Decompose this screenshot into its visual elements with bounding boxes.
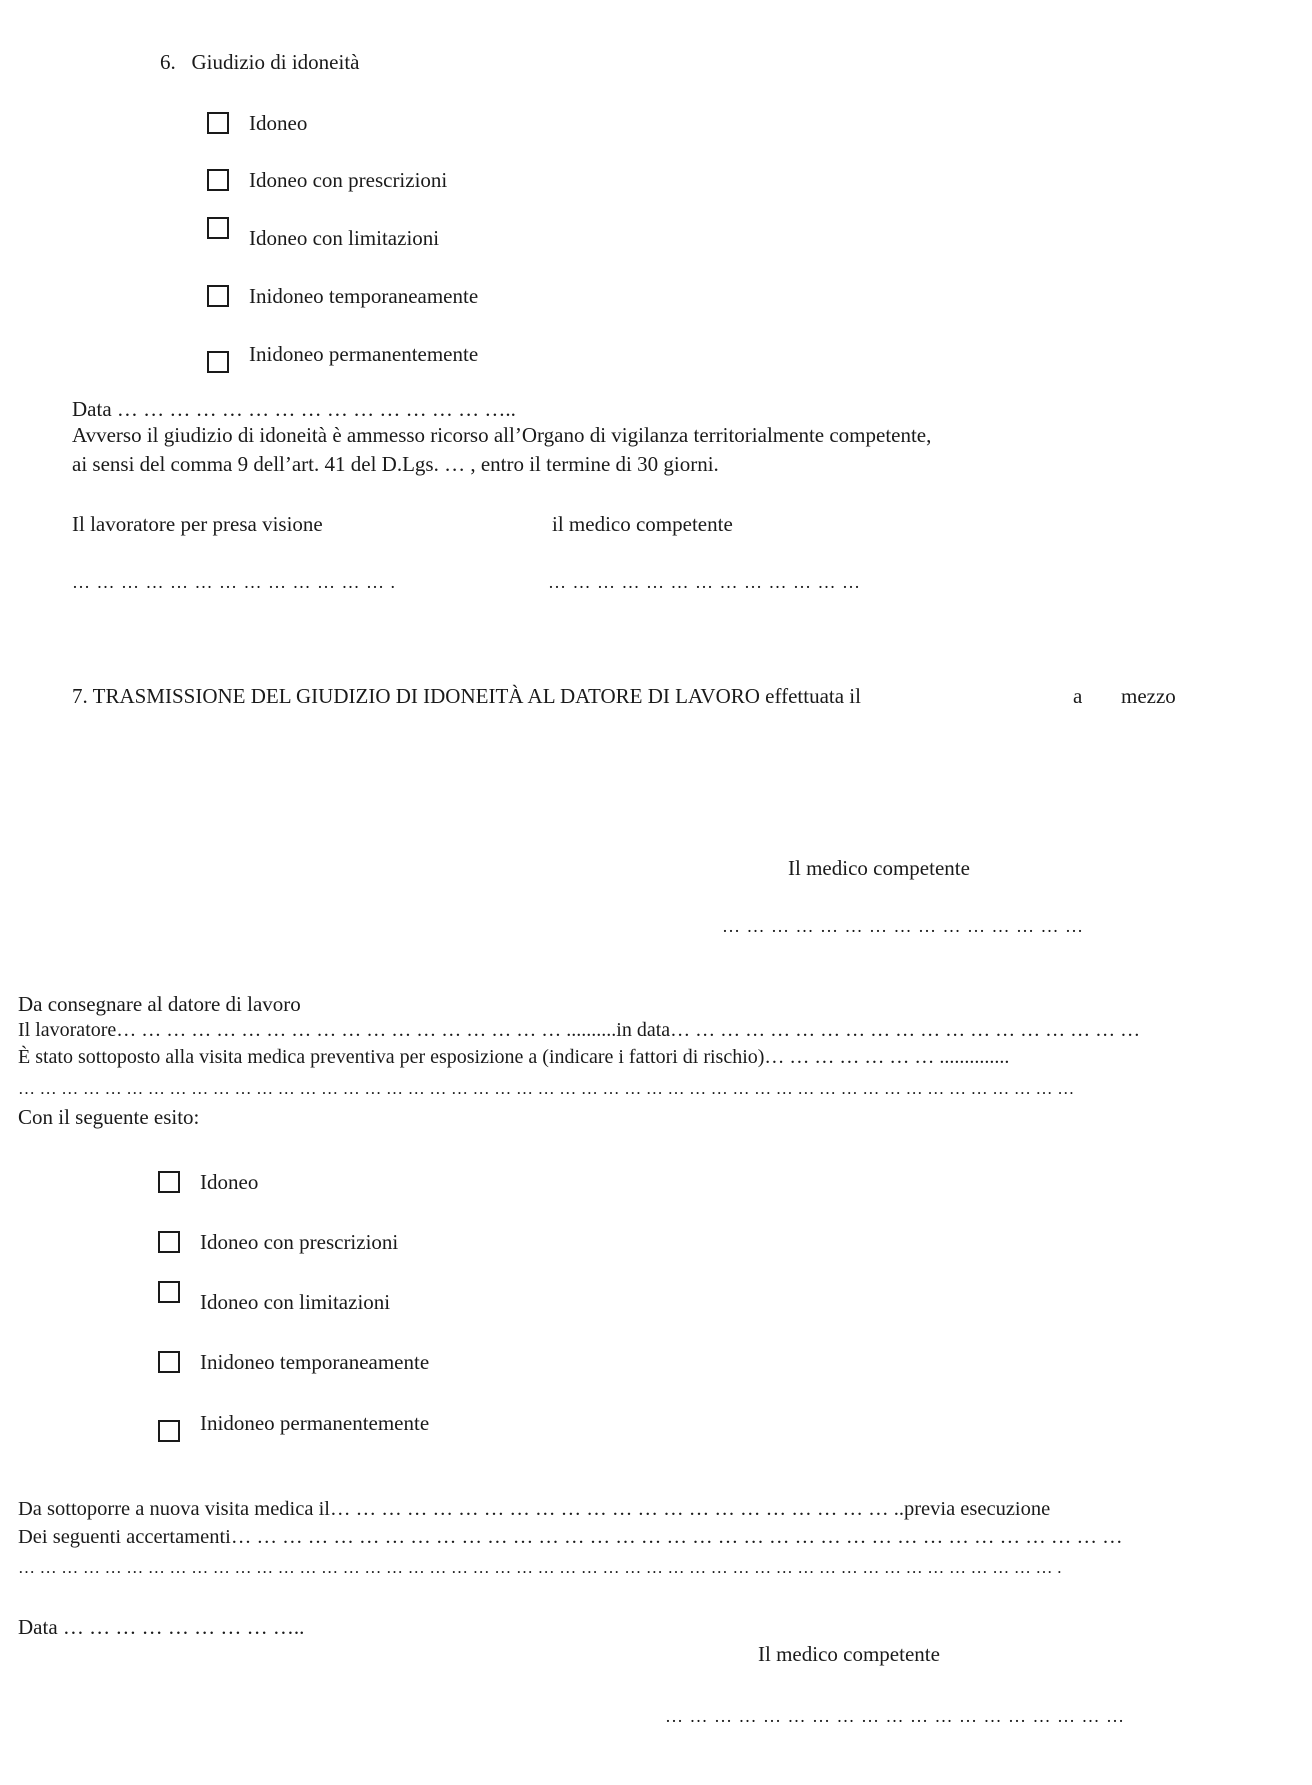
emp-option-limitazioni[interactable] bbox=[158, 1289, 390, 1315]
s6-data-line: Data … … … … … … … … … … … … … … ….. bbox=[72, 397, 516, 421]
section7-word-a: a bbox=[1073, 684, 1083, 708]
s6-doctor-signature-line[interactable]: … … … … … … … … … … … … … bbox=[548, 572, 861, 592]
emp-option-inidoneo-perm[interactable] bbox=[158, 1410, 429, 1436]
emp-label-limitazioni: Idoneo con limitazioni bbox=[200, 1290, 391, 1314]
emp-checkbox-inidoneo-temp[interactable] bbox=[158, 1351, 180, 1373]
s6-label-idoneo: Idoneo bbox=[249, 111, 308, 135]
s6-worker-signature-line[interactable]: … … … … … … … … … … … … … . bbox=[72, 572, 396, 592]
employer-tests-dots: … … … … … … … … … … … … … … … … … … … … … … … … … … … … … … … … … … … … … … … … … … … … … … … … . bbox=[18, 1558, 1062, 1577]
s6-option-inidoneo-temp[interactable] bbox=[207, 283, 478, 309]
emp-label-inidoneo-perm: Inidoneo permanentemente bbox=[200, 1411, 430, 1435]
employer-line-deliver: Da consegnare al datore di lavoro bbox=[18, 992, 301, 1016]
employer-line-worker: Il lavoratore… … … … … … … … … … … … … … … … … … ..........in data… … … … … … … … … … … … … … … … … … … bbox=[18, 1019, 1141, 1041]
emp-checkbox-idoneo[interactable] bbox=[158, 1171, 180, 1193]
employer-next-visit: Da sottoporre a nuova visita medica il… … … … … … … … … … … … … … … … … … … … … … ..previa esecuzione bbox=[18, 1498, 1051, 1520]
s7-doctor-signature-line[interactable]: … … … … … … … … … … … … … … … bbox=[722, 916, 1084, 936]
s6-label-prescrizioni: Idoneo con prescrizioni bbox=[249, 168, 448, 192]
employer-tests: Dei seguenti accertamenti… … … … … … … … … … … … … … … … … … … … … … … … … … … … … … … … … … … bbox=[18, 1526, 1123, 1548]
s6-worker-label: Il lavoratore per presa visione bbox=[72, 512, 323, 536]
s6-label-inidoneo-temp: Inidoneo temporaneamente bbox=[249, 284, 479, 308]
s6-option-limitazioni[interactable] bbox=[207, 225, 439, 251]
employer-line-outcome: Con il seguente esito: bbox=[18, 1105, 200, 1129]
employer-doctor-signature-line[interactable]: … … … … … … … … … … … … … … … … … … … bbox=[665, 1706, 1125, 1726]
s6-checkbox-inidoneo-perm[interactable] bbox=[207, 351, 229, 373]
emp-label-prescrizioni: Idoneo con prescrizioni bbox=[200, 1230, 399, 1254]
emp-option-prescrizioni[interactable] bbox=[158, 1229, 398, 1255]
emp-checkbox-inidoneo-perm[interactable] bbox=[158, 1420, 180, 1442]
emp-option-inidoneo-temp[interactable] bbox=[158, 1349, 429, 1375]
s6-label-limitazioni: Idoneo con limitazioni bbox=[249, 226, 440, 250]
section7-title: 7. TRASMISSIONE DEL GIUDIZIO DI IDONEITÀ AL DATORE DI LAVORO effettuata il bbox=[72, 684, 861, 708]
emp-checkbox-prescrizioni[interactable] bbox=[158, 1231, 180, 1253]
employer-doctor-label: Il medico competente bbox=[758, 1642, 940, 1666]
emp-option-idoneo[interactable] bbox=[158, 1169, 258, 1195]
s6-checkbox-inidoneo-temp[interactable] bbox=[207, 285, 229, 307]
s6-appeal-line1: Avverso il giudizio di idoneità è ammesso ricorso all’Organo di vigilanza territorialmente competente, bbox=[72, 423, 932, 447]
emp-label-inidoneo-temp: Inidoneo temporaneamente bbox=[200, 1350, 430, 1374]
emp-checkbox-limitazioni[interactable] bbox=[158, 1281, 180, 1303]
s6-option-prescrizioni[interactable] bbox=[207, 167, 447, 193]
section7-word-mezzo: mezzo bbox=[1121, 684, 1176, 708]
section6-title: 6. Giudizio di idoneità bbox=[160, 50, 360, 74]
s6-doctor-label: il medico competente bbox=[552, 512, 733, 536]
employer-line-exposure: È stato sottoposto alla visita medica preventiva per esposizione a (indicare i fattori di rischio)… … … … … … … .............. bbox=[18, 1046, 1010, 1068]
s6-option-inidoneo-perm[interactable] bbox=[207, 341, 478, 367]
s6-checkbox-limitazioni[interactable] bbox=[207, 217, 229, 239]
emp-label-idoneo: Idoneo bbox=[200, 1170, 259, 1194]
employer-line-dots: … … … … … … … … … … … … … … … … … … … … … … … … … … … … … … … … … … … … … … … … … … … … … … … … … bbox=[18, 1079, 1075, 1098]
s7-doctor-label: Il medico competente bbox=[788, 856, 970, 880]
s6-checkbox-idoneo[interactable] bbox=[207, 112, 229, 134]
employer-data-line: Data … … … … … … … … ….. bbox=[18, 1615, 305, 1639]
s6-option-idoneo[interactable] bbox=[207, 110, 307, 136]
s6-appeal-line2: ai sensi del comma 9 dell’art. 41 del D.Lgs. … , entro il termine di 30 giorni. bbox=[72, 452, 719, 476]
s6-checkbox-prescrizioni[interactable] bbox=[207, 169, 229, 191]
s6-label-inidoneo-perm: Inidoneo permanentemente bbox=[249, 342, 479, 366]
